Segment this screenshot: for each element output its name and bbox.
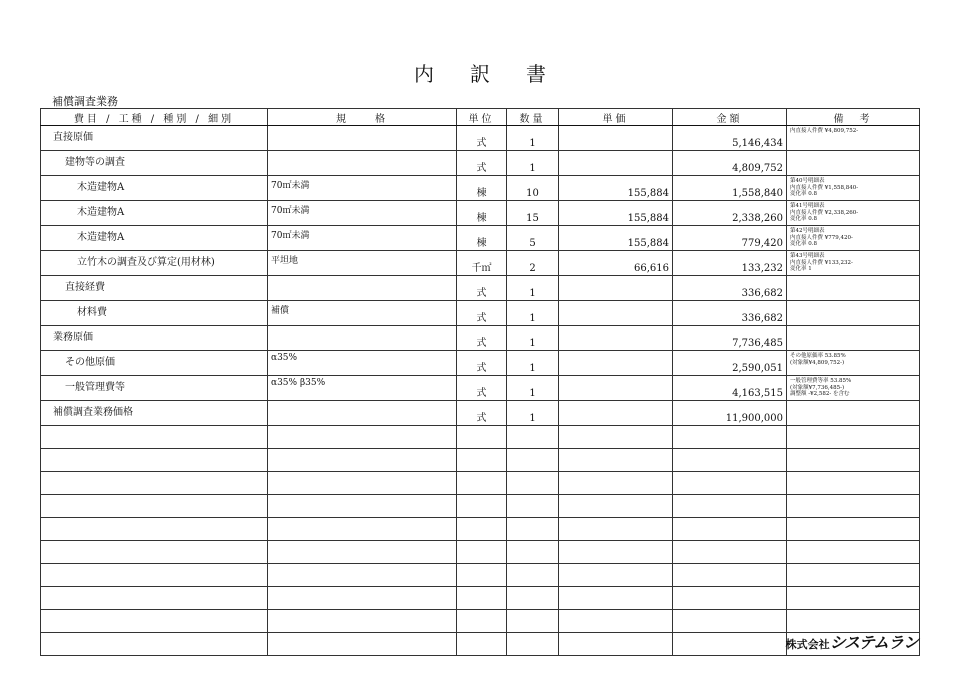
empty-cell [457,426,507,449]
header-amount: 金額 [673,109,787,126]
table-row [41,301,920,326]
header-price: 単価 [559,109,673,126]
cell-unit: 棟 [457,201,507,226]
header-note: 備 考 [787,109,920,126]
empty-cell [559,587,673,610]
cell-spec [268,151,457,176]
cell-price: 155,884 [559,176,673,201]
breakdown-table [40,108,920,656]
cell-spec [268,326,457,351]
empty-cell [268,587,457,610]
empty-cell [559,472,673,495]
cell-unit: 式 [457,376,507,401]
cell-name: 業務原価 [41,326,268,351]
cell-qty: 2 [507,251,559,276]
table-row [41,151,920,176]
empty-cell [41,633,268,656]
cell-price [559,351,673,376]
empty-row [41,541,920,564]
empty-row [41,426,920,449]
table-row [41,351,920,376]
empty-cell [787,587,920,610]
empty-cell [787,495,920,518]
cell-amount: 2,338,260 [673,201,787,226]
cell-price [559,326,673,351]
cell-spec: 平坦地 [268,251,457,276]
cell-note [787,326,920,351]
empty-cell [787,472,920,495]
company-logo: 株式会社システムラン [785,633,918,652]
cell-spec: 70㎡未満 [268,201,457,226]
cell-unit: 式 [457,401,507,426]
cell-qty: 1 [507,126,559,151]
cell-qty: 1 [507,401,559,426]
empty-cell [507,587,559,610]
empty-cell [41,426,268,449]
empty-cell [507,633,559,656]
cell-unit: 式 [457,151,507,176]
cell-unit: 式 [457,351,507,376]
empty-cell [268,610,457,633]
cell-unit: 式 [457,326,507,351]
cell-amount: 1,558,840 [673,176,787,201]
empty-cell [787,541,920,564]
cell-qty: 1 [507,151,559,176]
empty-cell [41,495,268,518]
empty-cell [268,472,457,495]
cell-spec [268,276,457,301]
empty-cell [41,472,268,495]
cell-note: 第43号明細表 内直接人件費 ¥133,232- 変化率 1 [787,251,920,276]
empty-cell [268,633,457,656]
cell-spec: α35% [268,351,457,376]
cell-amount: 133,232 [673,251,787,276]
empty-cell [507,426,559,449]
empty-cell [673,610,787,633]
cell-name: 木造建物A [41,226,268,251]
empty-row [41,587,920,610]
empty-cell [559,495,673,518]
cell-qty: 10 [507,176,559,201]
cell-amount: 7,736,485 [673,326,787,351]
cell-amount: 779,420 [673,226,787,251]
empty-cell [457,564,507,587]
empty-cell [559,633,673,656]
empty-cell [787,564,920,587]
empty-row [41,564,920,587]
cell-amount: 4,163,515 [673,376,787,401]
empty-cell [673,587,787,610]
cell-qty: 15 [507,201,559,226]
empty-cell [41,449,268,472]
cell-note: 内直接人件費 ¥4,809,752- [787,126,920,151]
empty-cell [673,541,787,564]
empty-row [41,472,920,495]
empty-cell [559,541,673,564]
cell-amount: 4,809,752 [673,151,787,176]
empty-cell [673,564,787,587]
empty-cell [559,426,673,449]
cell-amount: 5,146,434 [673,126,787,151]
cell-name: 直接経費 [41,276,268,301]
empty-cell [559,564,673,587]
empty-cell [559,518,673,541]
cell-note: 第42号明細表 内直接人件費 ¥779,420- 変化率 0.8 [787,226,920,251]
empty-cell [559,610,673,633]
cell-name: 立竹木の調査及び算定(用材林) [41,251,268,276]
empty-cell [41,610,268,633]
cell-price: 155,884 [559,226,673,251]
empty-cell [507,495,559,518]
header-item: 費目 / 工種 / 種別 / 細別 [41,109,268,126]
cell-unit: 棟 [457,226,507,251]
empty-cell [41,541,268,564]
empty-cell [507,564,559,587]
cell-spec: 70㎡未満 [268,226,457,251]
cell-name: 直接原価 [41,126,268,151]
cell-name: その他原価 [41,351,268,376]
cell-spec: 補償 [268,301,457,326]
table-row [41,326,920,351]
cell-amount: 336,682 [673,276,787,301]
empty-cell [457,449,507,472]
empty-cell [268,426,457,449]
empty-cell [559,449,673,472]
table-row [41,376,920,401]
cell-name: 木造建物A [41,176,268,201]
empty-cell [268,449,457,472]
cell-note [787,401,920,426]
table-row [41,226,920,251]
empty-cell [457,587,507,610]
cell-amount: 11,900,000 [673,401,787,426]
project-name: 補償調査業務 [52,95,118,108]
empty-cell [787,426,920,449]
cell-qty: 1 [507,326,559,351]
empty-cell [507,472,559,495]
cell-amount: 336,682 [673,301,787,326]
empty-cell [673,633,787,656]
empty-cell [268,564,457,587]
table-row [41,201,920,226]
cell-amount: 2,590,051 [673,351,787,376]
cell-unit: 式 [457,276,507,301]
empty-row [41,495,920,518]
table-row [41,251,920,276]
cell-name: 建物等の調査 [41,151,268,176]
cell-price: 66,616 [559,251,673,276]
cell-qty: 5 [507,226,559,251]
empty-cell [507,610,559,633]
cell-price [559,401,673,426]
cell-price [559,151,673,176]
cell-name: 一般管理費等 [41,376,268,401]
cell-note [787,276,920,301]
empty-cell [507,449,559,472]
cell-unit: 式 [457,126,507,151]
empty-cell [457,518,507,541]
cell-spec [268,126,457,151]
cell-price: 155,884 [559,201,673,226]
cell-note: 一般管理費等率 53.85% (対象額¥7,736,485-) 調整額 -¥2,582- を含む [787,376,920,401]
page-title: 内訳書 [414,62,582,86]
table-header [41,109,920,126]
empty-cell [268,518,457,541]
empty-cell [787,518,920,541]
cell-unit: 千㎡ [457,251,507,276]
cell-note [787,151,920,176]
empty-cell [507,541,559,564]
cell-price [559,126,673,151]
cell-spec: 70㎡未満 [268,176,457,201]
cell-price [559,276,673,301]
cell-spec [268,401,457,426]
cell-unit: 式 [457,301,507,326]
cell-price [559,376,673,401]
table-row [41,401,920,426]
empty-cell [268,495,457,518]
cell-note [787,301,920,326]
cell-unit: 棟 [457,176,507,201]
empty-cell [673,426,787,449]
empty-cell [457,541,507,564]
empty-cell [41,518,268,541]
empty-cell [268,541,457,564]
cell-qty: 1 [507,376,559,401]
empty-cell [457,633,507,656]
empty-cell [673,472,787,495]
cell-note: 第40号明細表 内直接人件費 ¥1,558,840- 変化率 0.8 [787,176,920,201]
empty-cell [673,449,787,472]
cell-price [559,301,673,326]
cell-name: 材料費 [41,301,268,326]
cell-qty: 1 [507,276,559,301]
empty-row [41,449,920,472]
cell-spec: α35% β35% [268,376,457,401]
header-unit: 単位 [457,109,507,126]
header-qty: 数量 [507,109,559,126]
empty-cell [41,564,268,587]
empty-cell [787,449,920,472]
empty-cell [457,495,507,518]
cell-name: 補償調査業務価格 [41,401,268,426]
cell-qty: 1 [507,301,559,326]
cell-qty: 1 [507,351,559,376]
cell-name: 木造建物A [41,201,268,226]
empty-cell [457,610,507,633]
table-row [41,126,920,151]
empty-cell [457,472,507,495]
header-spec: 規 格 [268,109,457,126]
empty-row [41,518,920,541]
table-row [41,176,920,201]
cell-note: その他原価率 53.85% (対象額¥4,809,752-) [787,351,920,376]
table-row [41,276,920,301]
empty-cell [673,518,787,541]
empty-cell [41,587,268,610]
cell-note: 第41号明細表 内直接人件費 ¥2,338,260- 変化率 0.8 [787,201,920,226]
empty-cell [673,495,787,518]
empty-cell [507,518,559,541]
